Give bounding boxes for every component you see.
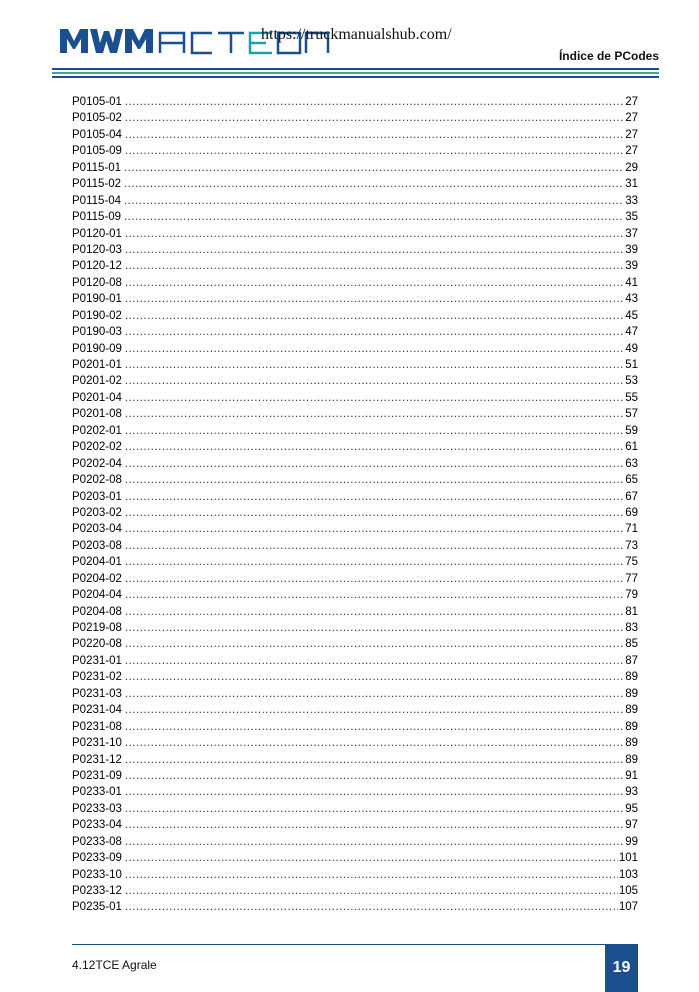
toc-entry[interactable] <box>72 373 638 389</box>
toc-entry-page: 31 <box>625 178 638 191</box>
toc-entry[interactable] <box>72 439 638 455</box>
toc-dot-leader <box>125 226 624 242</box>
toc-entry-page: 85 <box>625 638 638 651</box>
header-rule <box>52 76 659 78</box>
watermark-url: https://truckmanualshub.com/ <box>261 26 452 43</box>
toc-entry-page: 37 <box>625 227 638 240</box>
toc-entry[interactable] <box>72 258 638 274</box>
toc-entry-code: P0203-02 <box>72 506 122 519</box>
toc-entry-code: P0115-02 <box>72 178 122 191</box>
toc-entry-code: P0231-01 <box>72 654 122 667</box>
header-rules <box>52 68 659 80</box>
toc-dot-leader <box>125 653 624 669</box>
toc-entry-page: 105 <box>618 885 638 897</box>
toc-entry-page: 27 <box>625 128 638 141</box>
toc-entry[interactable] <box>72 110 638 126</box>
toc-entry[interactable] <box>72 472 638 488</box>
toc-entry[interactable] <box>72 242 638 258</box>
toc-dot-leader <box>125 604 624 620</box>
toc-entry[interactable] <box>72 604 638 620</box>
toc-dot-leader <box>125 439 624 455</box>
toc-entry-code: P0190-09 <box>72 342 122 355</box>
toc-dot-leader <box>125 373 624 389</box>
toc-entry-page: 107 <box>618 901 638 914</box>
toc-entry[interactable] <box>72 719 638 735</box>
toc-entry-page: 27 <box>625 112 638 125</box>
toc-entry-page: 59 <box>625 424 638 437</box>
toc-entry-page: 63 <box>625 457 638 470</box>
toc-entry-code: P0203-04 <box>72 523 122 536</box>
toc-entry-code: P0120-01 <box>72 227 122 240</box>
toc-entry-code: P0201-01 <box>72 359 122 371</box>
toc-entry-page: 39 <box>625 260 638 273</box>
toc-entry[interactable] <box>72 735 638 751</box>
toc-entry[interactable] <box>72 834 638 850</box>
toc-entry-code: P0105-02 <box>72 112 122 125</box>
toc-dot-leader <box>124 176 624 192</box>
section-title: Índice de PCodes <box>558 49 659 63</box>
toc-dot-leader <box>125 883 618 899</box>
toc-dot-leader <box>125 341 624 357</box>
toc-entry[interactable] <box>72 193 638 209</box>
toc-entry-code: P0233-03 <box>72 802 122 815</box>
toc-entry-code: P0190-03 <box>72 326 122 339</box>
toc-entry-page: 89 <box>625 704 638 717</box>
toc-dot-leader <box>125 636 624 652</box>
toc-entry[interactable] <box>72 784 638 800</box>
toc-entry-page: 73 <box>625 539 638 552</box>
toc-entry-code: P0120-08 <box>72 276 122 289</box>
footer-document-name: 4.12TCE Agrale <box>72 958 157 972</box>
toc-dot-leader <box>125 735 624 751</box>
toc-dot-leader <box>125 390 624 406</box>
toc-entry-page: 35 <box>625 211 638 224</box>
toc-entry-code: P0190-02 <box>72 309 122 322</box>
toc-entry-page: 27 <box>625 145 638 158</box>
toc-dot-leader <box>125 406 624 422</box>
page-header <box>0 0 699 80</box>
toc-entry[interactable] <box>72 505 638 521</box>
toc-entry[interactable] <box>72 127 638 143</box>
toc-entry-code: P0219-08 <box>72 622 122 634</box>
toc-entry[interactable] <box>72 702 638 718</box>
toc-entry-code: P0231-08 <box>72 720 122 733</box>
toc-entry-code: P0120-12 <box>72 260 122 273</box>
toc-entry[interactable] <box>72 94 638 110</box>
toc-entry-code: P0233-08 <box>72 835 122 848</box>
toc-dot-leader <box>125 834 624 850</box>
toc-entry-code: P0201-02 <box>72 375 122 388</box>
footer-rule <box>72 944 606 945</box>
toc-entry-code: P0105-01 <box>72 96 122 108</box>
toc-dot-leader <box>124 209 624 225</box>
toc-entry-page: 95 <box>625 802 638 815</box>
toc-entry-page: 75 <box>625 556 638 569</box>
toc-entry-page: 83 <box>625 622 638 634</box>
toc-dot-leader <box>125 275 624 291</box>
pcode-index-list <box>72 94 638 916</box>
toc-entry-code: P0233-01 <box>72 786 122 799</box>
toc-entry[interactable] <box>72 554 638 570</box>
toc-entry[interactable] <box>72 275 638 291</box>
toc-entry-code: P0231-10 <box>72 737 122 750</box>
toc-dot-leader <box>125 94 624 110</box>
toc-entry-code: P0231-12 <box>72 753 122 766</box>
toc-dot-leader <box>125 620 624 636</box>
toc-entry[interactable] <box>72 226 638 242</box>
toc-entry-page: 57 <box>625 408 638 421</box>
toc-entry-page: 67 <box>625 490 638 503</box>
toc-entry-code: P0204-04 <box>72 589 122 602</box>
header-rule <box>52 68 659 70</box>
toc-entry-page: 61 <box>625 441 638 454</box>
toc-entry-code: P0120-03 <box>72 243 122 256</box>
toc-dot-leader <box>125 702 624 718</box>
toc-dot-leader <box>125 505 624 521</box>
toc-dot-leader <box>125 801 624 817</box>
toc-entry-page: 53 <box>625 375 638 388</box>
toc-entry-code: P0201-04 <box>72 391 122 404</box>
toc-entry-page: 41 <box>625 276 638 289</box>
toc-entry-page: 103 <box>618 868 638 881</box>
toc-entry-code: P0233-10 <box>72 868 122 881</box>
toc-entry[interactable] <box>72 489 638 505</box>
toc-entry-page: 33 <box>625 194 638 207</box>
toc-entry-code: P0201-08 <box>72 408 122 421</box>
toc-dot-leader <box>124 160 624 176</box>
header-rule <box>52 72 659 74</box>
toc-entry[interactable] <box>72 817 638 833</box>
toc-entry-code: P0231-09 <box>72 769 122 782</box>
toc-entry-page: 81 <box>625 605 638 618</box>
toc-entry-code: P0190-01 <box>72 293 122 306</box>
toc-entry[interactable] <box>72 456 638 472</box>
toc-dot-leader <box>125 308 624 324</box>
toc-dot-leader <box>125 489 624 505</box>
toc-entry-page: 55 <box>625 391 638 404</box>
toc-entry-page: 89 <box>625 737 638 750</box>
toc-dot-leader <box>125 538 624 554</box>
toc-entry-page: 99 <box>625 835 638 848</box>
toc-entry-code: P0202-04 <box>72 457 122 470</box>
toc-entry-code: P0115-01 <box>72 161 122 174</box>
toc-entry-page: 79 <box>625 589 638 602</box>
toc-entry[interactable] <box>72 899 638 915</box>
toc-entry-page: 27 <box>625 96 638 108</box>
toc-entry[interactable] <box>72 669 638 685</box>
toc-entry-code: P0202-01 <box>72 424 122 437</box>
toc-dot-leader <box>125 554 624 570</box>
toc-entry-page: 93 <box>625 786 638 799</box>
toc-entry[interactable] <box>72 143 638 159</box>
toc-dot-leader <box>125 719 624 735</box>
toc-entry-code: P0202-02 <box>72 441 122 454</box>
toc-entry-page: 51 <box>625 359 638 371</box>
page-number-badge: 19 <box>605 944 638 992</box>
toc-dot-leader <box>125 817 624 833</box>
toc-entry[interactable] <box>72 653 638 669</box>
toc-entry-page: 91 <box>625 769 638 782</box>
toc-entry-code: P0235-01 <box>72 901 122 914</box>
toc-entry-code: P0231-04 <box>72 704 122 717</box>
toc-dot-leader <box>125 686 624 702</box>
toc-entry[interactable] <box>72 341 638 357</box>
toc-entry[interactable] <box>72 521 638 537</box>
toc-dot-leader <box>124 193 624 209</box>
toc-entry[interactable] <box>72 176 638 192</box>
toc-entry-code: P0231-03 <box>72 687 122 700</box>
toc-dot-leader <box>125 291 624 307</box>
toc-entry-code: P0233-12 <box>72 885 122 897</box>
toc-dot-leader <box>125 587 624 603</box>
toc-entry-page: 47 <box>625 326 638 339</box>
toc-dot-leader <box>125 850 618 866</box>
toc-entry[interactable] <box>72 752 638 768</box>
toc-dot-leader <box>125 472 624 488</box>
toc-entry-code: P0204-01 <box>72 556 122 569</box>
toc-dot-leader <box>125 357 624 373</box>
toc-entry[interactable] <box>72 324 638 340</box>
toc-entry-page: 49 <box>625 342 638 355</box>
toc-entry-page: 39 <box>625 243 638 256</box>
toc-entry[interactable] <box>72 160 638 176</box>
toc-entry[interactable] <box>72 768 638 784</box>
toc-entry-page: 87 <box>625 654 638 667</box>
toc-entry[interactable] <box>72 620 638 636</box>
toc-entry-page: 89 <box>625 671 638 684</box>
toc-entry[interactable] <box>72 423 638 439</box>
toc-dot-leader <box>125 324 624 340</box>
toc-dot-leader <box>125 521 624 537</box>
toc-entry-code: P0233-04 <box>72 819 122 832</box>
toc-entry[interactable] <box>72 686 638 702</box>
toc-entry[interactable] <box>72 867 638 883</box>
toc-dot-leader <box>125 571 624 587</box>
toc-entry[interactable] <box>72 587 638 603</box>
toc-entry[interactable] <box>72 209 638 225</box>
toc-entry-page: 29 <box>625 161 638 174</box>
toc-entry-page: 43 <box>625 293 638 306</box>
toc-dot-leader <box>125 423 624 439</box>
toc-entry-page: 89 <box>625 720 638 733</box>
toc-entry-page: 101 <box>618 852 638 865</box>
toc-dot-leader <box>125 456 624 472</box>
toc-entry-code: P0115-04 <box>72 194 122 207</box>
toc-entry-code: P0204-02 <box>72 572 122 585</box>
toc-entry-page: 97 <box>625 819 638 832</box>
toc-entry-page: 69 <box>625 506 638 519</box>
toc-entry[interactable] <box>72 390 638 406</box>
toc-dot-leader <box>125 899 618 915</box>
toc-entry[interactable] <box>72 308 638 324</box>
toc-dot-leader <box>125 768 624 784</box>
toc-entry-page: 77 <box>625 572 638 585</box>
toc-entry-page: 89 <box>625 687 638 700</box>
toc-entry[interactable] <box>72 357 638 373</box>
toc-entry-code: P0202-08 <box>72 474 122 487</box>
toc-entry-code: P0105-09 <box>72 145 122 158</box>
toc-dot-leader <box>125 110 624 126</box>
toc-entry-page: 45 <box>625 309 638 322</box>
toc-dot-leader <box>125 669 624 685</box>
toc-entry-page: 89 <box>625 753 638 766</box>
toc-dot-leader <box>125 752 624 768</box>
toc-entry-code: P0203-01 <box>72 490 122 503</box>
toc-dot-leader <box>125 258 624 274</box>
toc-dot-leader <box>125 127 624 143</box>
toc-entry-code: P0204-08 <box>72 605 122 618</box>
toc-entry-code: P0115-09 <box>72 211 122 224</box>
toc-dot-leader <box>125 143 624 159</box>
toc-entry[interactable] <box>72 636 638 652</box>
toc-entry-page: 71 <box>625 523 638 536</box>
toc-entry[interactable] <box>72 538 638 554</box>
toc-entry-code: P0203-08 <box>72 539 122 552</box>
toc-entry[interactable] <box>72 883 638 899</box>
toc-dot-leader <box>125 867 618 883</box>
toc-dot-leader <box>125 784 624 800</box>
toc-entry[interactable] <box>72 850 638 866</box>
toc-entry-code: P0231-02 <box>72 671 122 684</box>
toc-entry-code: P0220-08 <box>72 638 122 651</box>
toc-entry-code: P0105-04 <box>72 128 122 141</box>
toc-entry[interactable] <box>72 291 638 307</box>
toc-entry-code: P0233-09 <box>72 852 122 865</box>
toc-dot-leader <box>125 242 624 258</box>
toc-entry[interactable] <box>72 801 638 817</box>
toc-entry-page: 65 <box>625 474 638 487</box>
toc-entry[interactable] <box>72 406 638 422</box>
toc-entry[interactable] <box>72 571 638 587</box>
